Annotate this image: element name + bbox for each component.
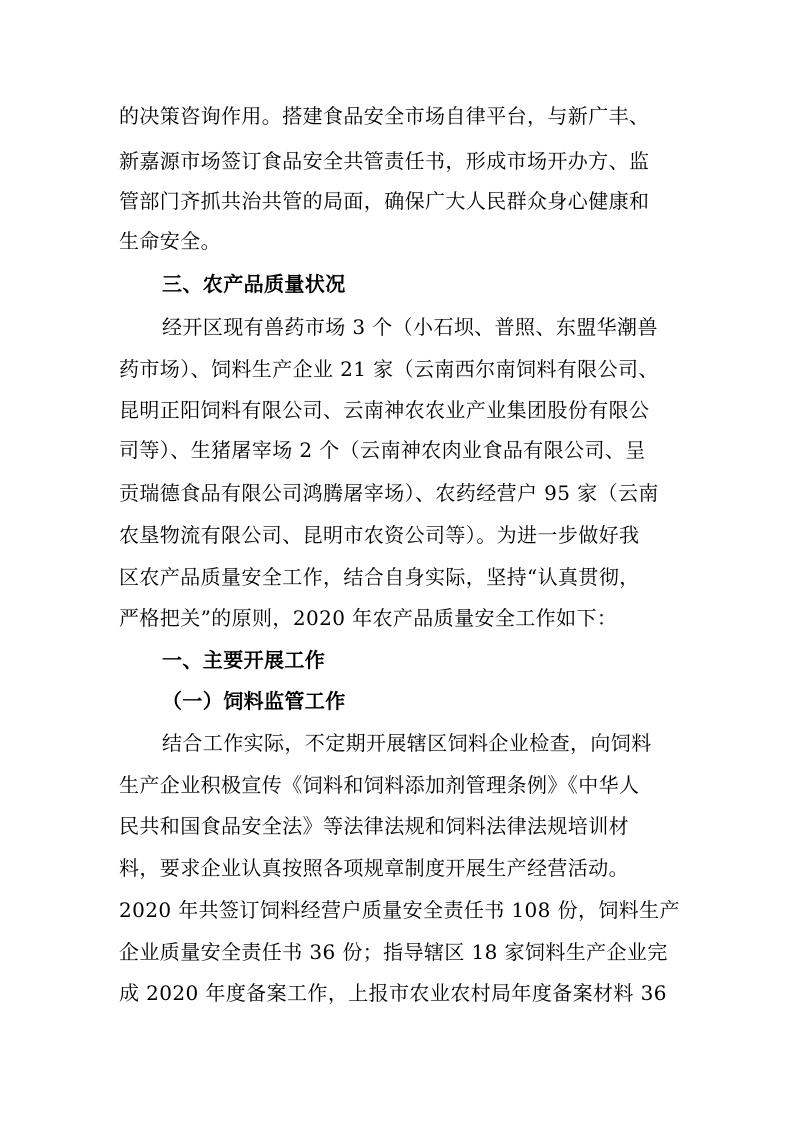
paragraph-line: 企业质量安全责任书 36 份；指导辖区 18 家饲料生产企业完 bbox=[119, 940, 668, 964]
paragraph-line: 司等）、生猪屠宰场 2 个（云南神农肉业食品有限公司、呈 bbox=[119, 438, 646, 462]
paragraph-line: 2020 年共签订饲料经营户质量安全责任书 108 份，饲料生产 bbox=[119, 898, 680, 922]
paragraph-line: 生命安全。 bbox=[119, 229, 221, 253]
section-heading: 一、主要开展工作 bbox=[162, 648, 326, 672]
paragraph-line: 生产企业积极宣传《饲料和饲料添加剂管理条例》《中华人 bbox=[119, 773, 640, 797]
subsection-heading: （一）饲料监管工作 bbox=[162, 689, 346, 713]
section-heading: 三、农产品质量状况 bbox=[162, 272, 346, 296]
paragraph-line: 料，要求企业认真按照各项规章制度开展生产经营活动。 bbox=[119, 856, 629, 880]
paragraph-line: 经开区现有兽药市场 3 个（小石坝、普照、东盟华潮兽 bbox=[162, 315, 658, 339]
paragraph-line: 药市场）、饲料生产企业 21 家（云南西尔南饲料有限公司、 bbox=[119, 357, 659, 381]
paragraph-line: 管部门齐抓共治共管的局面，确保广大人民群众身心健康和 bbox=[119, 189, 650, 213]
paragraph-line: 新嘉源市场签订食品安全共管责任书，形成市场开办方、监 bbox=[119, 149, 650, 173]
paragraph-line: 严格把关”的原则，2020 年农产品质量安全工作如下： bbox=[119, 606, 618, 630]
paragraph-line: 区农产品质量安全工作，结合自身实际，坚持“认真贯彻， bbox=[119, 565, 640, 589]
paragraph-line: 贡瑞德食品有限公司鸿腾屠宰场）、农药经营户 95 家（云南 bbox=[119, 481, 659, 505]
paragraph-line: 昆明正阳饲料有限公司、云南神农农业产业集团股份有限公 bbox=[119, 398, 650, 422]
paragraph-line: 农垦物流有限公司、昆明市农资公司等）。为进一步做好我 bbox=[119, 523, 640, 547]
paragraph-line: 成 2020 年度备案工作，上报市农业农村局年度备案材料 36 bbox=[119, 981, 667, 1005]
paragraph-line: 结合工作实际，不定期开展辖区饲料企业检查，向饲料 bbox=[162, 731, 652, 755]
paragraph-line: 的决策咨询作用。搭建食品安全市场自律平台，与新广丰、 bbox=[119, 104, 650, 128]
paragraph-line: 民共和国食品安全法》等法律法规和饲料法律法规培训材 bbox=[119, 814, 629, 838]
